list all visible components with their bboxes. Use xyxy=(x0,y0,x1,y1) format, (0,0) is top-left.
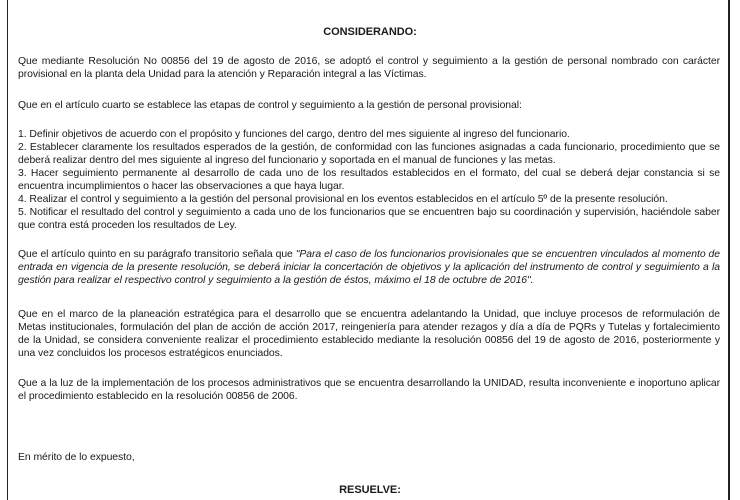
paragraph-strategic-planning: Que en el marco de la planeación estratégica para el desarrollo que se encuentra adelantando la Unidad, que incluye procesos de reformulación de Metas institucionales, formulación del plan de acción de acción 2017, reingeniería para atender rezagos y día a día de PQRs y Tutelas y fortalecimiento de la Unidad, se considera conveniente realizar el procedimiento establecido mediante la resolución 00856 del 19 de agosto de 2016, posteriormente y una vez concluidos los procesos estratégicos enunciados. xyxy=(18,309,720,359)
paragraph-merit: En mérito de lo expuesto, xyxy=(18,452,135,463)
page-border-left xyxy=(7,0,8,500)
paragraph-administrative-processes: Que a la luz de la implementación de los procesos administrativos que se encuentra desarrollando la UNIDAD, resulta inconveniente e inoportuno aplicar el procedimiento establecido en la resolución 00856 de 2006. xyxy=(18,378,720,402)
paragraph-article-four: Que en el artículo cuarto se establece las etapas de control y seguimiento a la gestión de personal provisional: xyxy=(18,100,522,111)
heading-resuelve: RESUELVE: xyxy=(339,484,401,496)
list-item: 4. Realizar el control y seguimiento a la gestión del personal provisional en los eventos establecidos en el artículo 5º de la presente resolución. xyxy=(18,194,668,205)
paragraph-article-five-lead: Que el artículo quinto en su parágrafo transitorio señala que xyxy=(18,249,296,260)
paragraph-resolution: Que mediante Resolución No 00856 del 19 de agosto de 2016, se adoptó el control y seguimiento a la gestión de personal nombrado con carácter provisional en la planta dela Unidad para la atención y Reparación integral a las Víctimas. xyxy=(18,56,720,80)
list-item: 1. Definir objetivos de acuerdo con el propósito y funciones del cargo, dentro del mes siguiente al ingreso del funcionario. xyxy=(18,129,570,140)
list-item: 2. Establecer claramente los resultados esperados de la gestión, de conformidad con las funciones asignadas a cada funcionario, procedimiento que se deberá realizar dentro del mes siguiente al ingreso del funcionario y soportada en el manual de funciones y las metas. xyxy=(18,142,720,166)
paragraph-article-five-quote: "Para el caso de los funcionarios provisionales que se encuentren vinculados al momento de entrada en vigencia de la presente resolución, se deberá iniciar la concertación de objetivos y la aplicación del instrumento de control y seguimiento a la gestión para realizar el respectivo control y seguimiento a la gestión de éstos, máximo el 18 de octubre de 2016". xyxy=(18,249,720,286)
heading-considerando: CONSIDERANDO: xyxy=(323,26,417,38)
page-border-right xyxy=(728,0,730,500)
stages-list xyxy=(18,128,720,232)
paragraph-article-five xyxy=(18,248,720,287)
list-item: 3. Hacer seguimiento permanente al desarrollo de cada uno de los resultados establecidos en el formato, del cual se deberá dejar constancia si se encuentra incumplimientos o hacer las observaciones a que haya lugar. xyxy=(18,168,720,192)
list-item: 5. Notificar el resultado del control y seguimiento a cada uno de los funcionarios que se encuentren bajo su coordinación y supervisión, haciéndole saber que contra está proceden los resultados de Ley. xyxy=(18,207,720,231)
